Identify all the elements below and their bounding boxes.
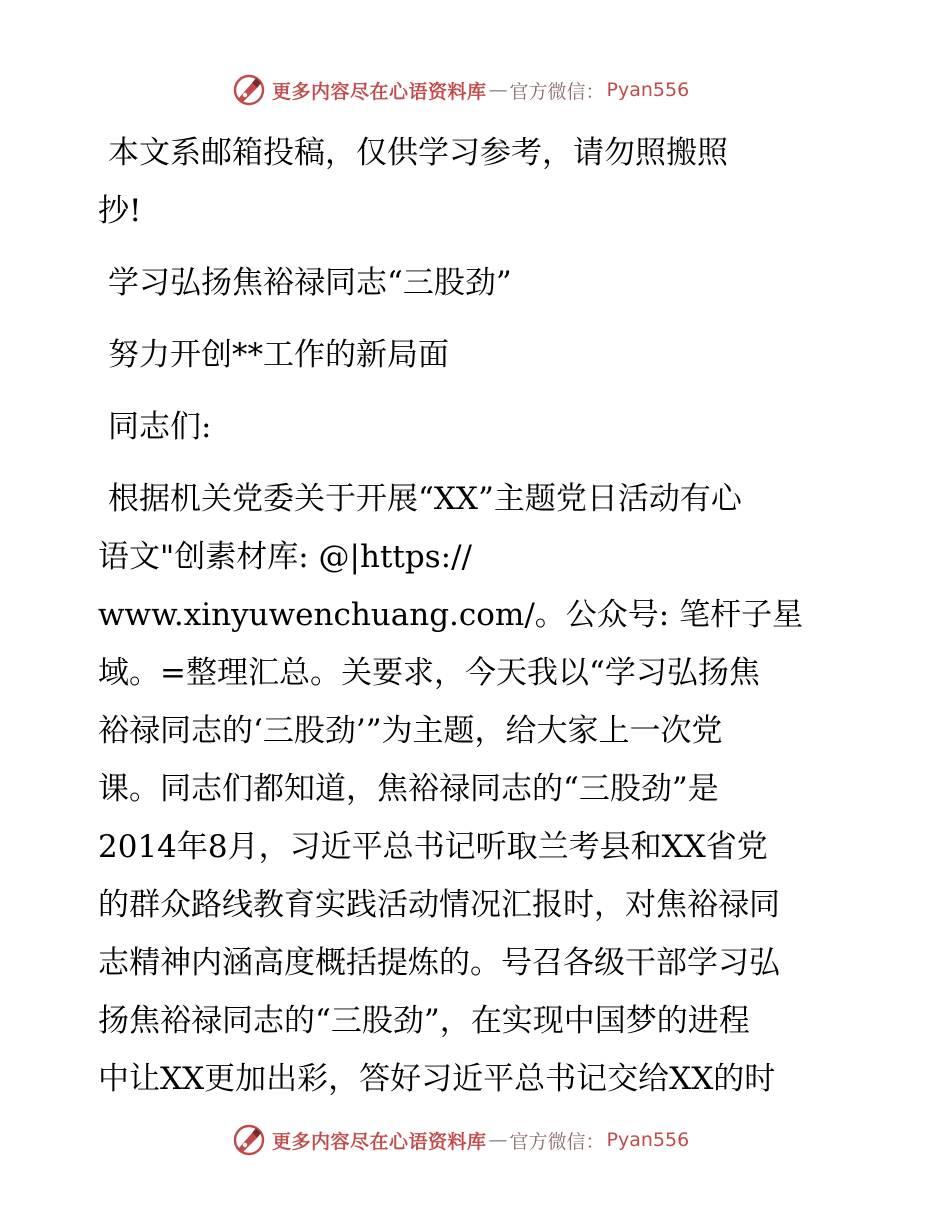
body-line: 扬焦裕禄同志的“三股劲”，在实现中国梦的进程 xyxy=(98,1003,750,1039)
body-line: 课。同志们都知道，焦裕禄同志的“三股劲”是 xyxy=(98,771,719,807)
banner-main-text: 更多内容尽在心语资料库 xyxy=(272,80,487,103)
pen-nib-logo-icon xyxy=(232,1123,266,1157)
body-line: 志精神内涵高度概括提炼的。号召各级干部学习弘 xyxy=(98,945,780,981)
title-line-2: 努力开创**工作的新局面 xyxy=(108,337,449,373)
body-line: 域。=整理汇总。关要求，今天我以“学习弘扬焦 xyxy=(98,655,760,691)
body-paragraph xyxy=(98,470,868,1108)
banner-separator: — xyxy=(488,1129,508,1151)
banner-separator: — xyxy=(488,79,508,101)
body-line: 的群众路线教育实践活动情况汇报时，对焦裕禄同 xyxy=(98,887,780,923)
body-line: www.xinyuwenchuang.com/。公众号: 笔杆子星 xyxy=(98,597,804,633)
body-line: 语文"创素材库: @|https:// xyxy=(98,539,472,575)
banner-wechat-id: Pyan556 xyxy=(606,79,690,101)
notice-line: 本文系邮箱投稿，仅供学习参考，请勿照搬照 xyxy=(108,135,728,171)
salutation: 同志们: xyxy=(108,409,212,445)
title-line-1: 学习弘扬焦裕禄同志“三股劲” xyxy=(108,265,512,301)
body-line: 2014年8月，习近平总书记听取兰考县和XX省党 xyxy=(98,829,768,865)
banner-main-text: 更多内容尽在心语资料库 xyxy=(272,1130,487,1153)
footer-banner xyxy=(232,1122,689,1158)
body-line: 裕禄同志的‘三股劲’”为主题，给大家上一次党 xyxy=(98,713,723,749)
banner-wechat-label: 官方微信： xyxy=(509,80,605,103)
notice-paragraph xyxy=(98,124,868,240)
pen-nib-logo-icon xyxy=(232,73,266,107)
body-line: 中让XX更加出彩，答好习近平总书记交给XX的时 xyxy=(98,1061,776,1097)
body-line: 根据机关党委关于开展“XX”主题党日活动有心 xyxy=(108,481,742,517)
document-body xyxy=(98,124,868,1108)
header-banner xyxy=(232,72,689,108)
banner-wechat-id: Pyan556 xyxy=(606,1129,690,1151)
banner-wechat-label: 官方微信： xyxy=(509,1130,605,1153)
notice-line: 抄! xyxy=(98,193,142,229)
